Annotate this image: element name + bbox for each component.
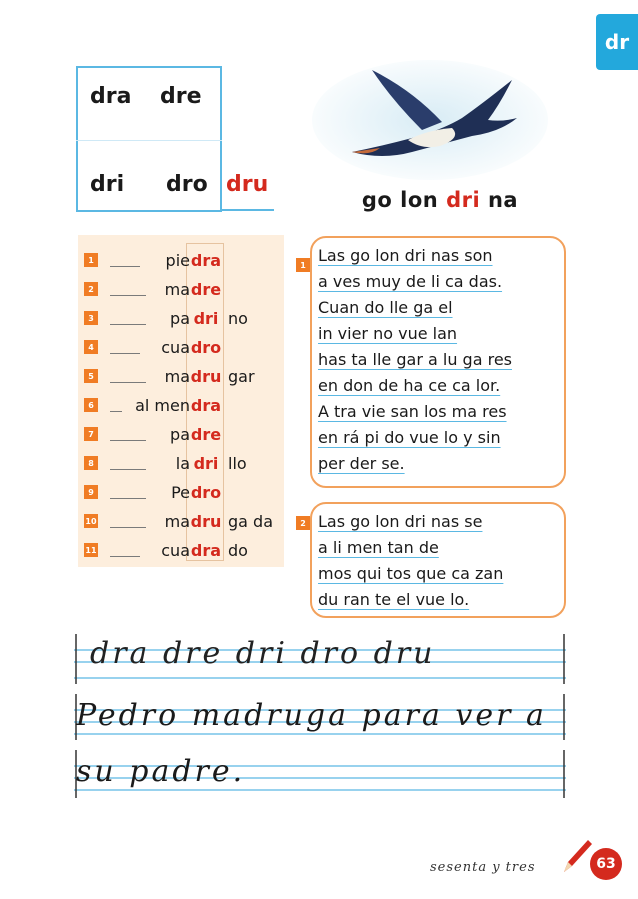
text-line: A tra vie san los ma res <box>318 402 507 421</box>
list-item-number: 2 <box>84 282 98 296</box>
list-item-suffix: no <box>228 309 248 328</box>
list-item-prefix: ma <box>164 280 190 299</box>
panel-2-number: 2 <box>296 516 310 530</box>
list-item-prefix: pa <box>170 425 190 444</box>
picture-word-highlight: dri <box>446 188 481 212</box>
syllable-dra: dra <box>90 84 132 109</box>
section-tab <box>596 14 638 70</box>
list-item-syllable: dre <box>190 425 222 444</box>
picture-word-pre: go lon <box>361 188 447 212</box>
page-number-words: sesenta y tres <box>430 860 536 875</box>
list-item <box>82 334 282 362</box>
list-item <box>82 537 282 565</box>
cursive-syllables: dra dre dri dro dru <box>90 636 436 671</box>
list-item-number: 8 <box>84 456 98 470</box>
syllable-dri: dri <box>90 172 125 197</box>
list-item <box>82 392 282 420</box>
text-line: en don de ha ce ca lor. <box>318 376 501 395</box>
list-item-syllable: dra <box>190 396 222 415</box>
list-item-syllable: dru <box>190 512 222 531</box>
list-item-number: 11 <box>84 543 98 557</box>
list-item-syllable: dri <box>193 309 219 328</box>
list-item-prefix: ma <box>164 512 190 531</box>
list-item-prefix: ma <box>164 367 190 386</box>
section-tab-label: dr <box>604 30 630 54</box>
swallow-image <box>312 60 548 180</box>
list-item <box>82 247 282 275</box>
list-item <box>82 305 282 333</box>
text-line: a li men tan de <box>318 538 439 557</box>
list-item <box>82 450 282 478</box>
list-item-suffix: llo <box>228 454 247 473</box>
text-line: per der se. <box>318 454 405 473</box>
list-item-syllable: dra <box>190 251 222 270</box>
list-item-syllable: dro <box>190 338 222 357</box>
list-item-prefix: cua <box>161 338 190 357</box>
pencil-icon <box>560 836 594 876</box>
list-item-number: 4 <box>84 340 98 354</box>
syllable-dre: dre <box>160 84 202 109</box>
list-item <box>82 421 282 449</box>
list-item-prefix: pa <box>170 309 190 328</box>
list-item-prefix: pie <box>165 251 190 270</box>
picture-word-post: na <box>480 188 519 212</box>
syllable-divider <box>76 140 222 141</box>
list-item-number: 6 <box>84 398 98 412</box>
text-line: a ves muy de li ca das. <box>318 272 503 291</box>
list-item-number: 9 <box>84 485 98 499</box>
text-line: Cuan do lle ga el <box>318 298 453 317</box>
text-line: Las go lon dri nas se <box>318 512 483 531</box>
list-item-number: 1 <box>84 253 98 267</box>
list-item-prefix: al men <box>135 396 190 415</box>
list-item-number: 3 <box>84 311 98 325</box>
list-item-syllable: dri <box>193 454 219 473</box>
list-item-suffix: ga da <box>228 512 274 531</box>
text-line: du ran te el vue lo. <box>318 590 470 609</box>
syllable-dru: dru <box>226 172 269 197</box>
list-item-prefix: Pe <box>171 483 190 502</box>
syllable-dro: dro <box>166 172 208 197</box>
list-item-syllable: dra <box>190 541 222 560</box>
list-item-number: 10 <box>84 514 98 528</box>
picture-word <box>330 188 550 212</box>
list-item-syllable: dru <box>190 367 222 386</box>
list-item-prefix: la <box>175 454 190 473</box>
text-line: en rá pi do vue lo y sin <box>318 428 501 447</box>
list-item-prefix: cua <box>161 541 190 560</box>
text-line: Las go lon dri nas son <box>318 246 493 265</box>
list-item-syllable: dro <box>190 483 222 502</box>
list-item-number: 7 <box>84 427 98 441</box>
text-line: in vier no vue lan <box>318 324 458 343</box>
panel-1-number: 1 <box>296 258 310 272</box>
list-item <box>82 276 282 304</box>
list-item <box>82 363 282 391</box>
list-item-suffix: do <box>228 541 248 560</box>
cursive-sentence-1: Pedro madruga para ver a <box>76 698 547 733</box>
list-item <box>82 508 282 536</box>
text-line: mos qui tos que ca zan <box>318 564 504 583</box>
text-line: has ta lle gar a lu ga res <box>318 350 512 369</box>
list-item-number: 5 <box>84 369 98 383</box>
list-item-syllable: dre <box>190 280 222 299</box>
syllable-underline <box>222 209 274 211</box>
page-number: 63 <box>590 848 622 880</box>
cursive-sentence-2: su padre. <box>76 754 246 789</box>
list-item-suffix: gar <box>228 367 255 386</box>
list-item <box>82 479 282 507</box>
